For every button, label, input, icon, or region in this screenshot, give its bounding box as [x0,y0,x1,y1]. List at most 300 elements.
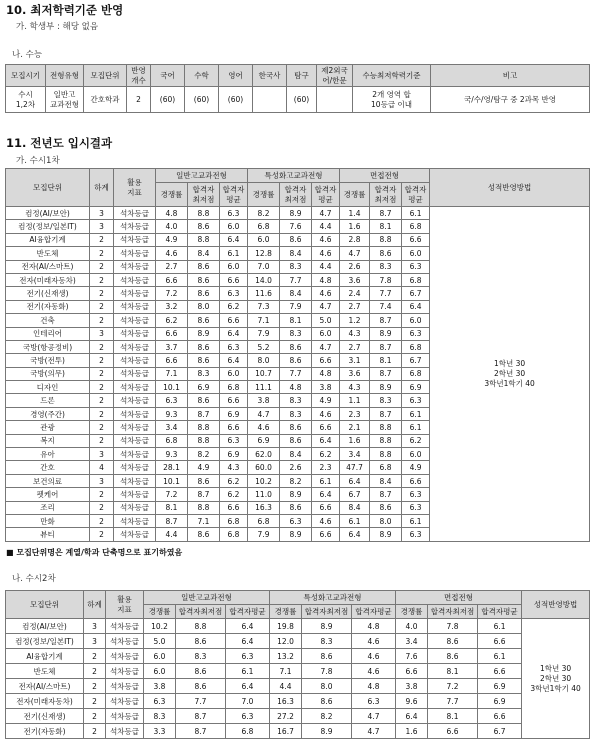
data-cell: 8.8 [370,434,402,447]
data-cell: 8.8 [370,233,402,246]
data-cell: 석차등급 [114,247,156,260]
method-cell: 1학년 30 2학년 30 3학년1학기 40 [430,207,590,542]
data-cell: 7.8 [302,664,352,679]
data-cell: 7.7 [280,367,312,380]
data-cell: 4.0 [156,220,188,233]
data-cell: 10.7 [248,367,280,380]
data-cell: 석차등급 [114,394,156,407]
data-cell: 6.0 [312,327,340,340]
data-cell: 12.0 [270,634,302,649]
data-cell: 8.6 [370,501,402,514]
data-cell: 8.6 [188,528,220,541]
data-cell: 석차등급 [114,300,156,313]
data-cell: 석차등급 [114,354,156,367]
csat-cell: (60) [151,87,185,113]
csat-header-cell: 국어 [151,65,185,87]
data-cell: 2 [90,260,114,273]
data-cell: 8.0 [302,679,352,694]
data-cell: 4.7 [352,709,396,724]
data-cell: 6.4 [312,488,340,501]
data-cell: 6.9 [478,679,522,694]
data-cell: 석차등급 [114,340,156,353]
data-cell: 6.8 [248,220,280,233]
data-cell: 6.0 [402,314,430,327]
data-cell: 6.4 [402,300,430,313]
section10-title: 10. 최저학력기준 반영 [6,3,124,17]
data-cell: 6.3 [352,694,396,709]
sub-avg: 합격자평균 [226,605,270,619]
data-cell: 7.2 [428,679,478,694]
data-cell: 8.8 [370,448,402,461]
unit-cell: AI융합기계 [6,233,90,246]
section10-ga: 가. 학생부 : 해당 없음 [16,22,99,32]
data-cell: 6.4 [220,327,248,340]
csat-header-cell: 모집단위 [84,65,127,87]
section11-ga: 가. 수시1차 [16,156,60,166]
data-cell: 4.6 [312,407,340,420]
data-cell: 8.6 [188,314,220,327]
data-cell: 4.6 [312,233,340,246]
table-row [6,634,590,649]
data-cell: 2 [90,514,114,527]
data-cell: 6.9 [188,381,220,394]
csat-cell [253,87,287,113]
data-cell: 7.6 [396,649,428,664]
data-cell: 1.6 [396,724,428,739]
data-cell: 6.8 [402,220,430,233]
data-cell: 7.8 [428,619,478,634]
data-cell: 석차등급 [114,514,156,527]
data-cell: 7.3 [248,300,280,313]
data-cell: 6.6 [220,501,248,514]
data-cell: 7.1 [156,367,188,380]
data-cell: 2 [84,649,106,664]
data-cell: 8.9 [302,619,352,634]
data-cell: 8.8 [188,207,220,220]
csat-header-cell: 탐구 [287,65,317,87]
data-cell: 6.1 [220,247,248,260]
unit-cell: 반도체 [6,664,84,679]
unit-cell: 관광 [6,421,90,434]
col-special: 특성화고교과전형 [270,591,396,605]
sub-rate: 경쟁률 [144,605,176,619]
table-row [6,649,590,664]
data-cell: 4.0 [396,619,428,634]
data-cell: 4.9 [312,394,340,407]
csat-cell: (60) [185,87,219,113]
data-cell: 6.3 [402,327,430,340]
data-cell: 2 [84,694,106,709]
data-cell: 4.6 [248,421,280,434]
data-cell: 6.1 [402,421,430,434]
method-cell: 1학년 30 2학년 30 3학년1학기 40 [522,619,590,739]
data-cell: 6.1 [340,514,370,527]
data-cell: 5.0 [144,634,176,649]
data-cell: 5.0 [312,314,340,327]
data-cell: 7.0 [226,694,270,709]
data-cell: 석차등급 [114,407,156,420]
data-cell: 2 [90,394,114,407]
csat-cell: 2 [127,87,151,113]
data-cell: 8.1 [370,220,402,233]
data-cell: 6.7 [340,488,370,501]
unit-cell: 컴정(AI/보안) [6,619,84,634]
data-cell: 8.3 [370,394,402,407]
unit-cell: 유아 [6,448,90,461]
data-cell: 6.3 [144,694,176,709]
data-cell: 3.3 [144,724,176,739]
sub-rate: 경쟁률 [248,183,280,207]
table-row [6,694,590,709]
data-cell: 2 [84,679,106,694]
data-cell: 8.6 [280,233,312,246]
data-cell: 4.4 [312,260,340,273]
data-cell: 6.4 [396,709,428,724]
data-cell: 석차등급 [106,694,144,709]
data-cell: 4.7 [312,300,340,313]
data-cell: 6.3 [220,207,248,220]
data-cell: 6.4 [226,619,270,634]
unit-cell: 전자(미래자동차) [6,273,90,286]
data-cell: 3 [84,619,106,634]
data-cell: 3 [90,448,114,461]
data-cell: 16.3 [248,501,280,514]
data-cell: 3 [90,207,114,220]
data-cell: 8.1 [280,314,312,327]
unit-cell: 국방(전투) [6,354,90,367]
data-cell: 6.6 [312,354,340,367]
data-cell: 8.6 [280,501,312,514]
data-cell: 8.3 [280,394,312,407]
data-cell: 4.4 [156,528,188,541]
data-cell: 6.1 [312,474,340,487]
col-general: 일반고교과전형 [156,169,248,183]
data-cell: 2 [90,233,114,246]
data-cell: 석차등급 [106,709,144,724]
data-cell: 7.2 [156,287,188,300]
sub-avg: 합격자 평균 [312,183,340,207]
table-row [6,724,590,739]
data-cell: 2 [90,421,114,434]
unit-cell: 인테리어 [6,327,90,340]
data-cell: 8.9 [280,528,312,541]
data-cell: 2.7 [156,260,188,273]
data-cell: 2 [90,528,114,541]
data-cell: 6.2 [402,434,430,447]
unit-cell: 건축 [6,314,90,327]
data-cell: 47.7 [340,461,370,474]
data-cell: 11.6 [248,287,280,300]
data-cell: 8.3 [280,407,312,420]
data-cell: 석차등급 [114,474,156,487]
data-cell: 9.3 [156,407,188,420]
data-cell: 8.0 [188,300,220,313]
data-cell: 6.0 [144,664,176,679]
data-cell: 6.6 [220,273,248,286]
sub-avg: 합격자평균 [352,605,396,619]
data-cell: 8.4 [280,287,312,300]
data-cell: 8.6 [280,340,312,353]
data-cell: 6.0 [248,233,280,246]
data-cell: 6.2 [156,314,188,327]
data-cell: 8.6 [280,421,312,434]
data-cell: 8.6 [302,649,352,664]
data-cell: 8.4 [280,247,312,260]
data-cell: 8.6 [428,649,478,664]
data-cell: 3.8 [248,394,280,407]
unit-cell: 만화 [6,514,90,527]
data-cell: 28.1 [156,461,188,474]
section10-na: 나. 수능 [12,50,43,60]
data-cell: 3.6 [340,273,370,286]
data-cell: 6.8 [220,514,248,527]
data-cell: 2 [90,407,114,420]
data-cell: 8.4 [188,247,220,260]
col-unit: 모집단위 [6,169,90,207]
col-method: 성적반영방법 [430,169,590,207]
data-cell: 6.4 [226,634,270,649]
data-cell: 6.3 [156,394,188,407]
data-cell: 6.6 [312,501,340,514]
sub-avg: 합격자 평균 [220,183,248,207]
data-cell: 11.0 [248,488,280,501]
data-cell: 12.8 [248,247,280,260]
csat-header-cell: 영어 [219,65,253,87]
data-cell: 4.7 [352,724,396,739]
data-cell: 3 [90,327,114,340]
data-cell: 8.3 [188,367,220,380]
data-cell: 8.7 [370,367,402,380]
data-cell: 8.4 [370,474,402,487]
unit-cell: 국방(의무) [6,367,90,380]
data-cell: 8.7 [370,488,402,501]
data-cell: 3.7 [156,340,188,353]
data-cell: 2 [90,247,114,260]
data-cell: 2 [90,314,114,327]
data-cell: 4.8 [280,381,312,394]
data-cell: 6.3 [402,501,430,514]
data-cell: 석차등급 [114,528,156,541]
data-cell: 1.6 [340,434,370,447]
data-cell: 1.6 [340,220,370,233]
csat-header-cell: 비고 [431,65,590,87]
sub-min: 합격자 최저점 [188,183,220,207]
data-cell: 3.4 [340,448,370,461]
data-cell: 10.1 [156,381,188,394]
data-cell: 8.6 [188,354,220,367]
data-cell: 8.3 [302,634,352,649]
csat-header-cell: 반영 개수 [127,65,151,87]
data-cell: 4.3 [340,381,370,394]
data-cell: 6.1 [478,619,522,634]
csat-header-cell: 모집시기 [6,65,46,87]
data-cell: 3.4 [156,421,188,434]
unit-cell: 드론 [6,394,90,407]
data-cell: 7.4 [370,300,402,313]
data-cell: 2.6 [340,260,370,273]
unit-cell: 디자인 [6,381,90,394]
data-cell: 4.8 [156,207,188,220]
data-cell: 석차등급 [106,679,144,694]
data-cell: 6.3 [402,260,430,273]
data-cell: 2 [90,381,114,394]
data-cell: 7.1 [188,514,220,527]
data-cell: 4.9 [156,233,188,246]
csat-cell: (60) [287,87,317,113]
sub-avg: 합격자평균 [478,605,522,619]
data-cell: 2 [90,367,114,380]
csat-table [5,64,590,113]
data-cell: 8.6 [280,434,312,447]
data-cell: 석차등급 [114,273,156,286]
data-cell: 8.6 [176,679,226,694]
csat-cell [317,87,353,113]
data-cell: 2 [90,340,114,353]
data-cell: 8.9 [370,327,402,340]
data-cell: 6.6 [312,421,340,434]
data-cell: 14.0 [248,273,280,286]
data-cell: 6.1 [402,207,430,220]
data-cell: 4.6 [312,247,340,260]
data-cell: 6.9 [220,448,248,461]
unit-cell: AI융합기계 [6,649,84,664]
data-cell: 6.6 [156,327,188,340]
data-cell: 6.7 [478,724,522,739]
data-cell: 6.3 [220,287,248,300]
data-cell: 7.2 [156,488,188,501]
table-row [6,619,590,634]
data-cell: 6.2 [312,448,340,461]
table-row [6,679,590,694]
col-unit: 모집단위 [6,591,84,619]
data-cell: 8.7 [156,514,188,527]
data-cell: 4.3 [340,327,370,340]
data-cell: 4.3 [220,461,248,474]
data-cell: 7.9 [280,300,312,313]
csat-cell: (60) [219,87,253,113]
data-cell: 7.0 [248,260,280,273]
data-cell: 7.9 [248,528,280,541]
data-cell: 6.6 [220,314,248,327]
data-cell: 8.6 [188,394,220,407]
data-cell: 2 [90,354,114,367]
csat-cell: 간호학과 [84,87,127,113]
data-cell: 8.9 [280,207,312,220]
data-cell: 2 [90,287,114,300]
data-cell: 6.6 [402,233,430,246]
data-cell: 석차등급 [114,260,156,273]
data-cell: 6.3 [402,528,430,541]
data-cell: 6.4 [220,233,248,246]
data-cell: 6.7 [402,354,430,367]
col-general: 일반고교과전형 [144,591,270,605]
data-cell: 6.9 [402,381,430,394]
data-cell: 석차등급 [114,327,156,340]
data-cell: 4.6 [352,664,396,679]
data-cell: 6.3 [220,340,248,353]
data-cell: 석차등급 [114,461,156,474]
data-cell: 6.3 [280,514,312,527]
data-cell: 9.6 [396,694,428,709]
data-cell: 7.7 [428,694,478,709]
data-cell: 3.1 [340,354,370,367]
data-cell: 2.7 [340,300,370,313]
data-cell: 8.2 [280,474,312,487]
data-cell: 석차등급 [114,381,156,394]
data-cell: 8.9 [370,528,402,541]
unit-cell: 복지 [6,434,90,447]
data-cell: 8.7 [370,207,402,220]
data-cell: 8.3 [370,260,402,273]
data-cell: 6.7 [402,287,430,300]
unit-cell: 컴정(정보/일본IT) [6,634,84,649]
data-cell: 6.6 [478,664,522,679]
data-cell: 6.0 [402,448,430,461]
data-cell: 6.1 [402,514,430,527]
data-cell: 60.0 [248,461,280,474]
data-cell: 석차등급 [114,448,156,461]
data-cell: 6.8 [402,340,430,353]
section11-title: 11. 전년도 입시결과 [6,136,113,150]
data-cell: 5.2 [248,340,280,353]
data-cell: 6.8 [248,514,280,527]
data-cell: 8.6 [428,634,478,649]
data-cell: 6.2 [220,300,248,313]
data-cell: 8.6 [176,664,226,679]
data-cell: 6.0 [144,649,176,664]
data-cell: 3.6 [340,367,370,380]
csat-cell: 수시 1,2차 [6,87,46,113]
unit-cell: 반도체 [6,247,90,260]
data-cell: 8.0 [248,354,280,367]
data-cell: 19.8 [270,619,302,634]
data-cell: 1.2 [340,314,370,327]
data-cell: 3.2 [156,300,188,313]
data-cell: 6.6 [428,724,478,739]
col-interview: 면접전형 [340,169,430,183]
csat-cell: 국/수/영/탐구 중 2과목 반영 [431,87,590,113]
data-cell: 1.4 [340,207,370,220]
data-cell: 2 [90,434,114,447]
data-cell: 8.6 [176,634,226,649]
data-cell: 6.3 [220,434,248,447]
col-method: 성적반영방법 [522,591,590,619]
data-cell: 8.6 [188,273,220,286]
data-cell: 6.8 [220,528,248,541]
unit-cell: 전자(미래자동차) [6,694,84,709]
data-cell: 2 [90,300,114,313]
data-cell: 8.6 [280,354,312,367]
data-cell: 8.7 [370,314,402,327]
data-cell: 6.3 [402,488,430,501]
data-cell: 8.7 [176,724,226,739]
data-cell: 2.7 [340,340,370,353]
data-cell: 8.7 [188,488,220,501]
data-cell: 6.6 [478,634,522,649]
col-grade: 활용 지표 [106,591,144,619]
table-row [6,664,590,679]
data-cell: 8.4 [340,501,370,514]
data-cell: 8.7 [370,407,402,420]
data-cell: 석차등급 [114,434,156,447]
data-cell: 2.3 [340,407,370,420]
data-cell: 석차등급 [106,664,144,679]
unit-cell: 컴정(정보/일본IT) [6,220,90,233]
section11-na: 나. 수시2차 [12,574,56,584]
data-cell: 16.7 [270,724,302,739]
data-cell: 4.8 [352,679,396,694]
data-cell: 4.6 [312,287,340,300]
